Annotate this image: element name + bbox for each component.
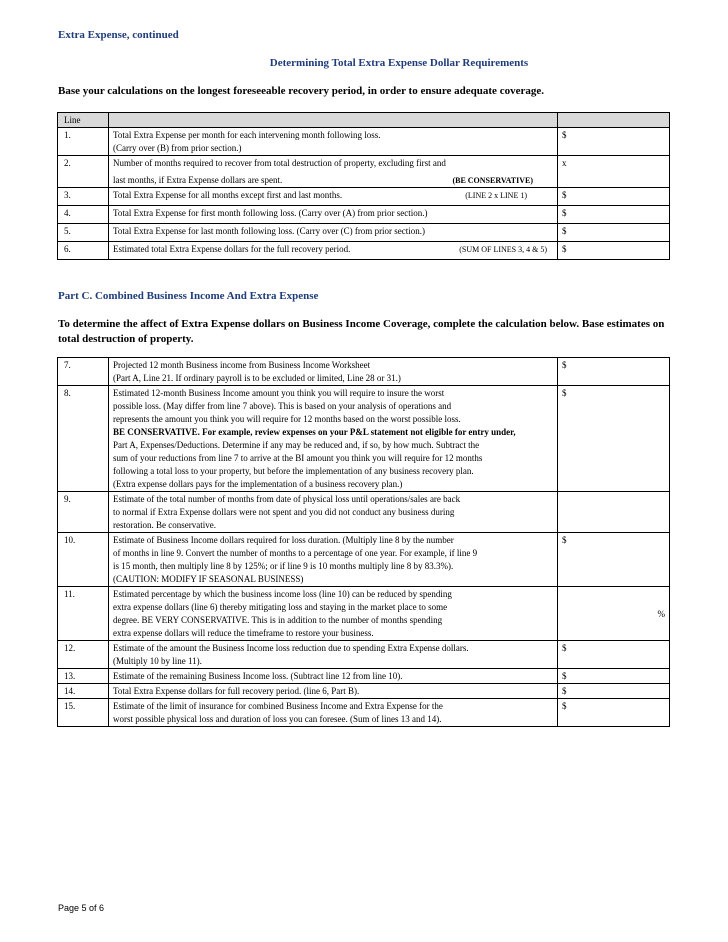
table-row: 11. Estimated percentage by which the business income loss (line 10) can be reduced by spending extra expense dollars (line 6) thereby mitigating loss and staying in the market place to some degree. BE VERY CONSERVATIVE. This is in addition to the number of months spending extra expense dollars will reduce the timeframe to restore your business. % <box>58 587 670 641</box>
combined-table <box>57 357 670 727</box>
table-row: 8. Estimated 12-month Business Income amount you think you will require to insure the worst possible loss. (May differ from line 7 above). This is based on your analysis of operations and represents the amount you think you will require for 12 months based on the worst possible loss. BE CONSERVATIVE. For example, review expenses on your P&L statement not eligible for entry under, Part A, Expenses/Deductions. Determine if any may be reduced and, if so, by how much. Subtract the sum of your reductions from line 7 to arrive at the BI amount you think you will require for 12 months following a total loss to your property, but before the implementation of any business recovery plan. (Extra expense dollars pays for the implementation of a business recovery plan.) $ <box>58 386 670 492</box>
table-row: 6. (SUM OF LINES 3, 4 & 5) Estimated total Extra Expense dollars for the full recovery period. $ <box>58 242 670 260</box>
part-c-title: Part C. Combined Business Income And Extra Expense <box>58 290 319 302</box>
line-header: Line <box>58 113 109 128</box>
page-title: Determining Total Extra Expense Dollar Requirements <box>269 57 529 69</box>
table-row: 3. (LINE 2 x LINE 1) Total Extra Expense for all months except first and last months. $ <box>58 188 670 206</box>
table-row: 4. Total Extra Expense for first month following loss. (Carry over (A) from prior section.) $ <box>58 206 670 224</box>
intro-text: Base your calculations on the longest foreseeable recovery period, in order to ensure adequate coverage. <box>58 85 544 97</box>
table-row: 2. Number of months required to recover from total destruction of property, excluding first and (BE CONSERVATIVE) last months, if Extra Expense dollars are spent. x <box>58 156 670 188</box>
page-number: Page 5 of 6 <box>58 903 105 913</box>
table-row: 1. Total Extra Expense per month for each intervening month following loss. (Carry over (B) from prior section.) $ <box>58 128 670 156</box>
part-c-intro: To determine the affect of Extra Expense dollars on Business Income Coverage, complete the calculation below. Base estimates on total destruction of property. <box>58 318 665 345</box>
table-row: 10. Estimate of Business Income dollars required for loss duration. (Multiply line 8 by the number of months in line 9. Convert the number of months to a percentage of one year. For example, if line 9 is 15 month, then multiply line 8 by 125%; or if line 9 is 10 months multiply line 8 by 83.3%). (CAUTION: MODIFY IF SEASONAL BUSINESS) $ <box>58 533 670 587</box>
table-row: 9. Estimate of the total number of months from date of physical loss until operations/sales are back to normal if Extra Expense dollars were not spent and you did not conduct any business during restoration. Be conservative. <box>58 492 670 533</box>
section-label: Extra Expense, continued <box>58 29 179 41</box>
table-row: 15. Estimate of the limit of insurance for combined Business Income and Extra Expense for the worst possible physical loss and duration of loss you can foresee. (Sum of lines 13 and 14). $ <box>58 699 670 727</box>
table-row: 14. Total Extra Expense dollars for full recovery period. (line 6, Part B). $ <box>58 684 670 699</box>
table-row: 5. Total Extra Expense for last month following loss. (Carry over (C) from prior section.) $ <box>58 224 670 242</box>
table-row: 7. Projected 12 month Business income from Business Income Worksheet (Part A, Line 21. If ordinary payroll is to be excluded or limited, Line 28 or 31.) $ <box>58 358 670 386</box>
table-row: 12. Estimate of the amount the Business Income loss reduction due to spending Extra Expense dollars. (Multiply 10 by line 11). $ <box>58 641 670 669</box>
table-row: 13. Estimate of the remaining Business Income loss. (Subtract line 12 from line 10). $ <box>58 669 670 684</box>
extra-expense-table <box>57 112 670 260</box>
